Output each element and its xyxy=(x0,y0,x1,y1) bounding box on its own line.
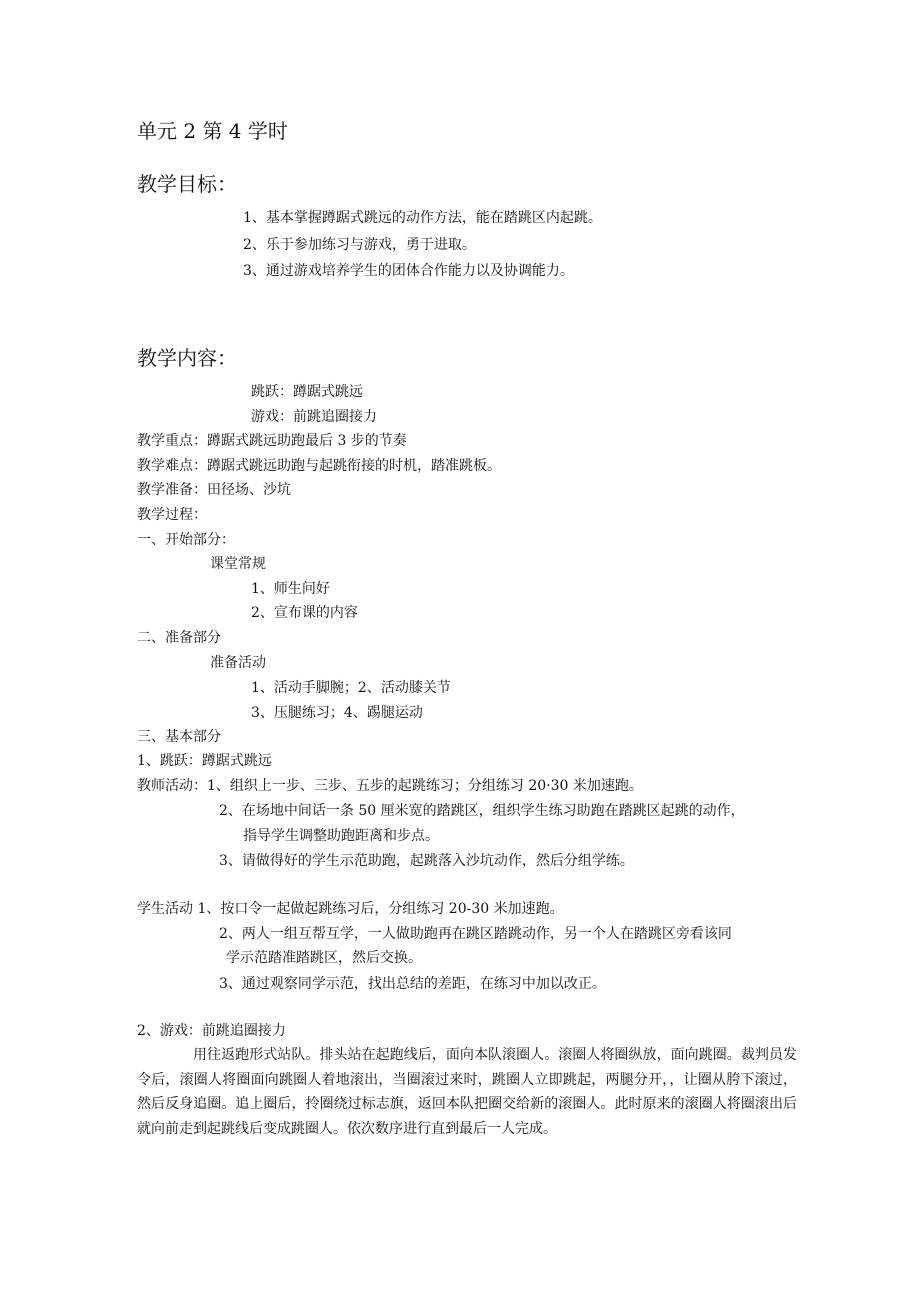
part1-sub: 课堂常规 xyxy=(210,556,266,572)
part2-item-1: 1、活动手脚腕；2、活动膝关节 xyxy=(251,680,451,696)
objective-item-1: 1、基本掌握蹲踞式跳远的动作方法，能在踏跳区内起跳。 xyxy=(243,210,602,226)
jump-title: 1、跳跃：蹲踞式跳远 xyxy=(137,753,272,769)
part1-title: 一、开始部分： xyxy=(137,532,235,548)
content-item-game: 游戏：前跳追圈接力 xyxy=(251,409,377,425)
objectives-heading: 教学目标： xyxy=(137,172,237,196)
objective-item-2: 2、乐于参加练习与游戏，勇于进取。 xyxy=(243,237,476,253)
game-title: 2、游戏：前跳追圈接力 xyxy=(137,1023,286,1039)
student-line-3: 3、通过观察同学示范，找出总结的差距，在练习中加以改正。 xyxy=(219,976,606,992)
game-description: 用往返跑形式站队。排头站在起跑线后，面向本队滚圈人。滚圈人将圈纵放，面向跳圈。裁判员发令后，滚圈人将圈面向跳圈人着地滚出，当圈滚过来时，跳圈人立即跳起，两腿分开，，让圈从胯下滚过，然后反身追圈。追上圈后，拎圈绕过标志旗，返回本队把圈交给新的滚圈人。此时原来的滚圈人将圈滚出后就向前走到起跳线后变成跳圈人。依次数序进行直到最后一人完成。 xyxy=(137,1047,797,1137)
process-label: 教学过程： xyxy=(137,507,207,523)
student-line-2b: 学示范踏准踏跳区，然后交换。 xyxy=(226,950,422,966)
unit-title: 单元 2 第 4 学时 xyxy=(137,119,288,143)
difficulty: 教学难点：蹲踞式跳远助跑与起跳衔接的时机，踏准跳板。 xyxy=(137,458,501,474)
student-line-1: 学生活动 1、按口令一起做起跳练习后，分组练习 20-30 米加速跑。 xyxy=(137,901,564,917)
content-heading: 教学内容： xyxy=(137,346,237,370)
part1-item-2: 2、宣布课的内容 xyxy=(251,605,358,621)
part3-title: 三、基本部分 xyxy=(137,729,221,745)
content-item-jump: 跳跃：蹲踞式跳远 xyxy=(251,384,363,400)
teacher-line-2b: 指导学生调整助跑距离和步点。 xyxy=(243,828,439,844)
preparation: 教学准备：田径场、沙坑 xyxy=(137,482,291,498)
part2-sub: 准备活动 xyxy=(210,655,266,671)
student-line-2: 2、两人一组互帮互学，一人做助跑再在跳区踏跳动作，另一个人在踏跳区旁看该同 xyxy=(219,926,732,942)
key-point: 教学重点：蹲踞式跳远助跑最后 3 步的节奏 xyxy=(137,433,407,449)
objective-item-3: 3、通过游戏培养学生的团体合作能力以及协调能力。 xyxy=(243,263,574,279)
teacher-line-2: 2、在场地中间话一条 50 厘米宽的踏跳区，组织学生练习助跑在踏跳区起跳的动作， xyxy=(219,803,745,819)
part1-item-1: 1、师生问好 xyxy=(251,581,330,597)
part2-title: 二、准备部分 xyxy=(137,630,221,646)
teacher-line-3: 3、请做得好的学生示范助跑，起跳落入沙坑动作，然后分组学练。 xyxy=(219,853,634,869)
part2-item-2: 3、压腿练习；4、踢腿运动 xyxy=(251,705,423,721)
teacher-line-1: 教师活动：1、组织上一步、三步、五步的起跳练习；分组练习 20·30 米加速跑。 xyxy=(137,778,643,794)
